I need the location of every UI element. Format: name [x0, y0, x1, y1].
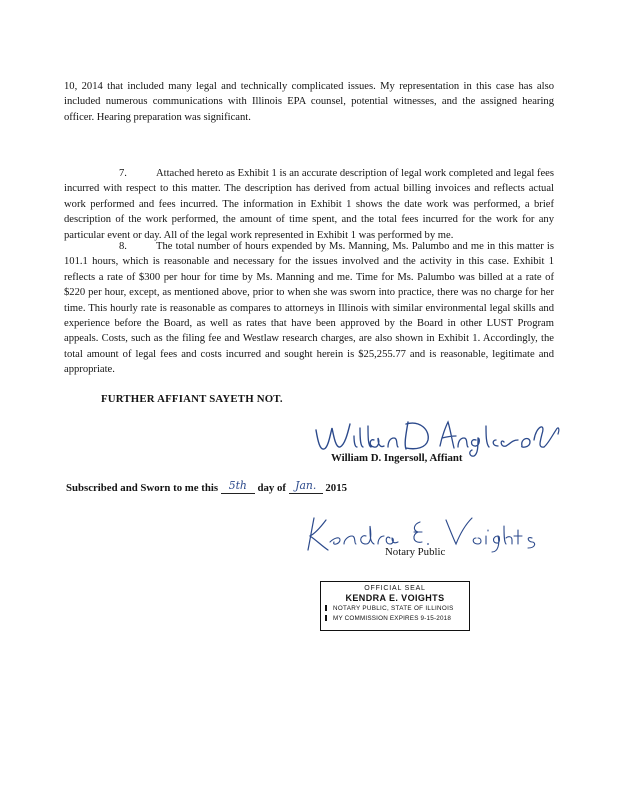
paragraph-intro: 10, 2014 that included many legal and technically complicated issues. My representation in this case has also included numerous communications with Illinois EPA counsel, potential witnesses, and the assigned hearing officer. Hearing preparation was significant.: [64, 81, 554, 123]
seal-line-2: MY COMMISSION EXPIRES 9-15-2018: [333, 615, 452, 622]
jurat-month-value: Jan.: [289, 479, 323, 494]
seal-tick-mark: [325, 605, 327, 611]
seal-tick-mark: [325, 615, 327, 621]
paragraph-7-text: Attached hereto as Exhibit 1 is an accurate description of legal work completed and legal fees incurred with respect to this matter. The description has derived from actual billing invoices and reflects actual work performed and fees incurred. The information in Exhibit 1 shows the date work was performed, a brief description of the work performed, the amount of time spent, and the total fees incurred for the work for any particular event or day. All of the legal work represented in Exhibit 1 was performed by me.: [64, 168, 554, 241]
jurat-line: [66, 479, 347, 494]
paragraph-8: [64, 239, 554, 378]
jurat-year: 2015: [325, 482, 347, 494]
paragraph-8-number: 8.: [119, 241, 127, 252]
jurat-day-label: day of: [257, 482, 286, 494]
paragraph-8-text: The total number of hours expended by Ms. Manning, Ms. Palumbo and me in this matter is 101.1 hours, which is reasonable and necessary for the issues involved and the activity in this case. Exhibit 1 reflects a rate of $300 per hour for time by Ms. Manning and me. Time for Ms. Palumbo was billed at a rate of $220 per hour, except, as mentioned above, prior to when she was sworn into practice, there was no charge for her time. This hourly rate is reasonable as compares to attorneys in Illinois with similar environmental legal skills and experience before the Board, as well as rates that have been approved by the Board in other LUST Program appeals. Costs, such as the filing fee and Westlaw research charges, are also shown in Exhibit 1. Accordingly, the total amount of legal fees and costs incurred and sought herein is $25,255.77 and is reasonable, legitimate and appropriate.: [64, 241, 554, 376]
paragraph-7: [64, 166, 554, 243]
seal-title: OFFICIAL SEAL: [364, 585, 426, 592]
notary-caption: Notary Public: [385, 546, 446, 558]
jurat-day-value: 5th: [221, 479, 255, 494]
seal-line-1: NOTARY PUBLIC, STATE OF ILLINOIS: [333, 605, 454, 612]
notary-seal: [320, 581, 470, 631]
paragraph-7-number: 7.: [119, 168, 127, 179]
affiant-caption: William D. Ingersoll, Affiant: [331, 452, 463, 464]
closing-heading: FURTHER AFFIANT SAYETH NOT.: [101, 393, 283, 405]
jurat-prefix: Subscribed and Sworn to me this: [66, 482, 219, 494]
seal-name: KENDRA E. VOIGHTS: [345, 593, 445, 603]
